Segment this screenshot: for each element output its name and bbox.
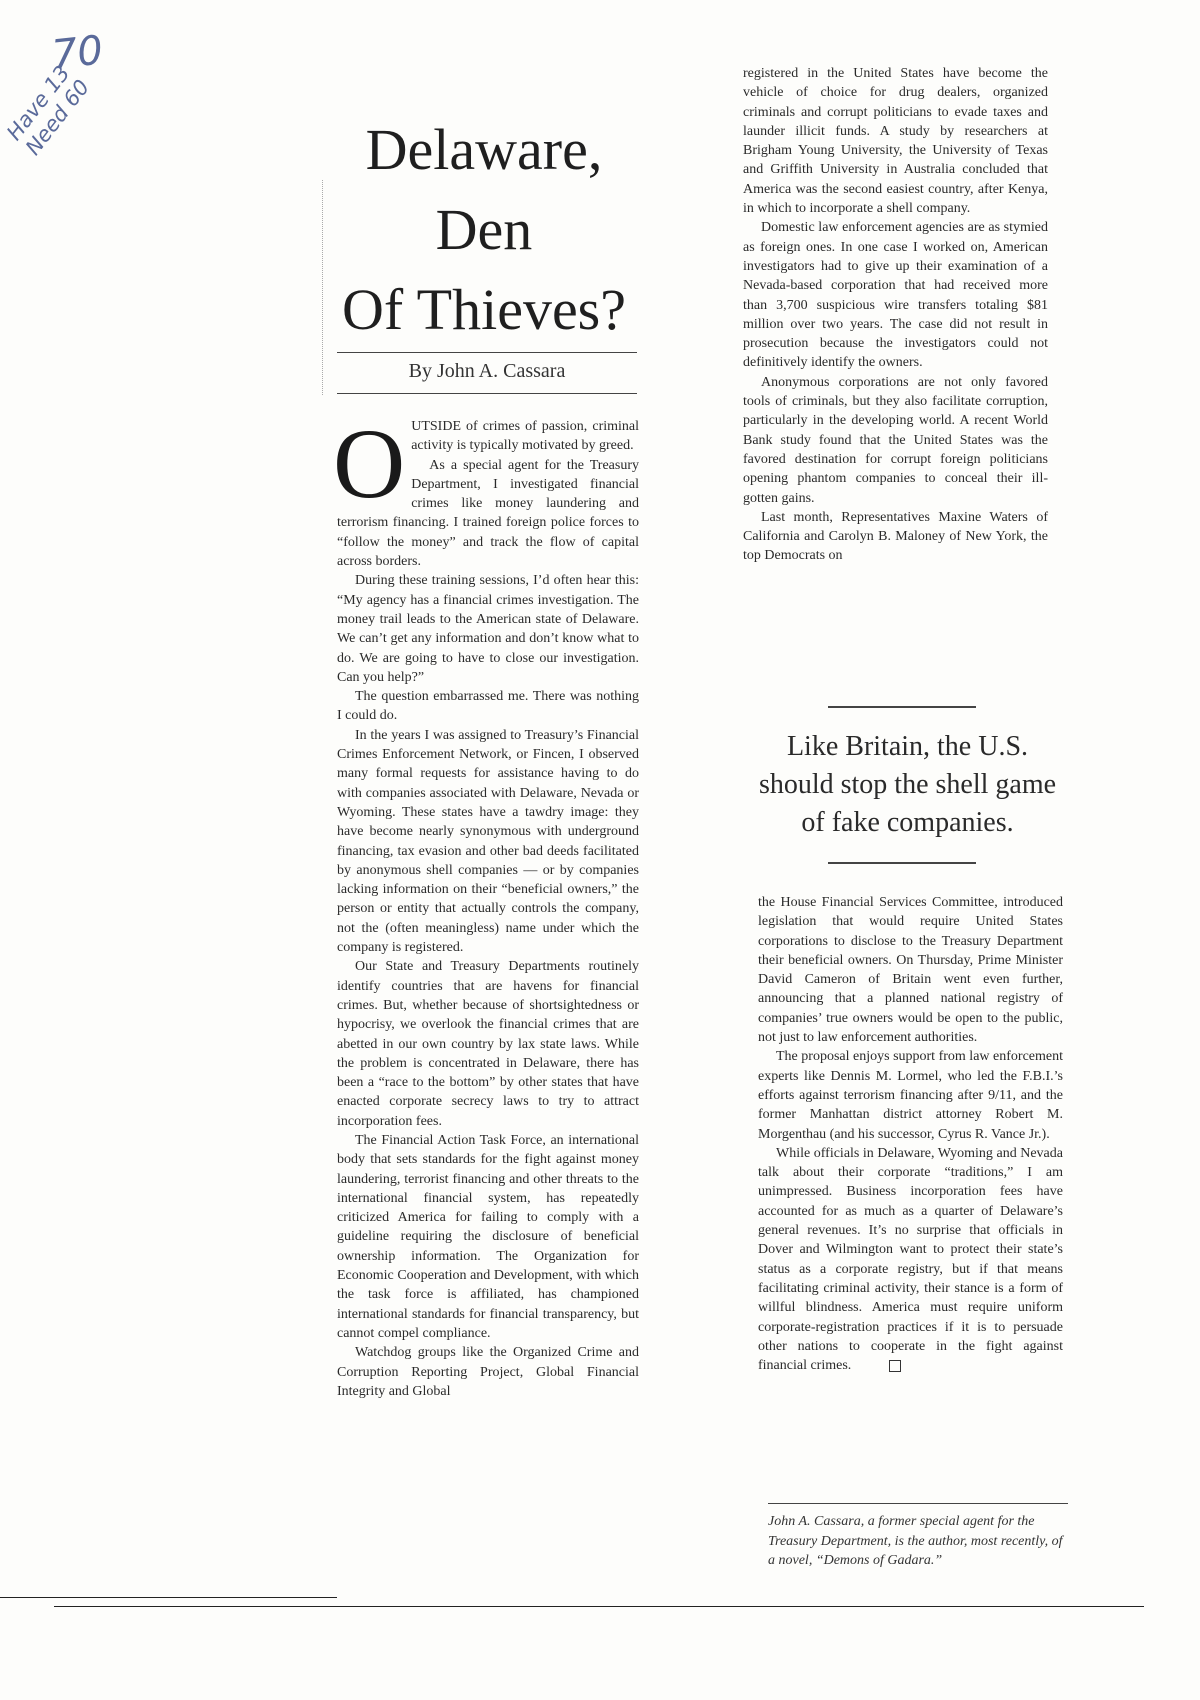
paragraph: During these training sessions, I’d often hear this: “My agency has a financial crimes investigation. The money trail leads to the American state of Delaware. We can’t get any information and don’t know what to do. We are going to have to close our investigation. Can you help?” [337, 573, 639, 685]
paragraph: Domestic law enforcement agencies are as stymied as foreign ones. In one case I worked on, American investigators had to give up their examination of a Nevada-based corporation that had received more than 3,700 suspicious wire transfers totaling $81 million over two years. The case did not result in prosecution because the investigators could not definitively identify the owners. [743, 220, 1048, 371]
end-mark-icon [889, 1360, 901, 1372]
scan-edge-line [0, 1597, 337, 1598]
paragraph: registered in the United States have become the vehicle of choice for drug dealers, organized criminals and corrupt politicians to evade taxes and launder illicit funds. A study by researchers at Brigham Young University, the University of Texas and Griffith University in Australia concluded that America was the second easiest country, after Kenya, in which to incorporate a shell company. [743, 66, 1048, 217]
paragraph: Our State and Treasury Departments routinely identify countries that are havens for financial crimes. But, whether because of shortsightedness or hypocrisy, we overlook the financial crimes that are abetted in our own country by lax state laws. While the problem is concentrated in Delaware, there has been a “race to the bottom” by other states that have enacted corporate secrecy laws to try to attract incorporation fees. [337, 959, 639, 1129]
article-column-1 [333, 408, 639, 1401]
article-column-3 [758, 893, 1063, 1375]
paragraph: Last month, Representatives Maxine Waters of California and Carolyn B. Maloney of New York, the top Democrats on [743, 509, 1048, 564]
headline-line-2: Den [435, 197, 533, 262]
pull-quote-rule-bottom [828, 862, 976, 864]
paragraph: the House Financial Services Committee, introduced legislation that would require United States corporations to disclose to the Treasury Department their beneficial owners. On Thursday, Prime Minister David Cameron of Britain went even further, announcing that a planned national registry of companies’ true owners would be open to the public, not just to law enforcement authorities. [758, 895, 1063, 1046]
paragraph: As a special agent for the Treasury Department, I investigated financial crimes like money laundering and terrorism financing. I trained foreign police forces to “follow the money” and track the flow of capital across borders. [337, 457, 639, 570]
drop-cap: O [333, 408, 406, 519]
byline-rule-top [337, 352, 637, 353]
paragraph: The proposal enjoys support from law enforcement experts like Dennis M. Lormel, who led the F.B.I.’s efforts against terrorism financing after 9/11, and the former Manhattan district attorney Robert M. Morgenthau (and his successor, Cyrus R. Vance Jr.). [758, 1049, 1063, 1142]
headline-line-1: Delaware, [365, 117, 603, 182]
bio-rule [768, 1503, 1068, 1504]
paragraph: In the years I was assigned to Treasury’s Financial Crimes Enforcement Network, or Fincen, I observed many formal requests for assistance having to do with companies associated with Delaware, Nevada or Wyoming. These states have a tawdry image: they have become nearly synonymous with underground financing, tax evasion and other bad deeds facilitated by anonymous shell companies — or by companies lacking information on their “beneficial owners,” the person or entity that actually controls the company, not the (often meaningless) name under which the company is registered. [337, 727, 639, 956]
headline-line-3: Of Thieves? [342, 277, 626, 342]
byline: By John A. Cassara [408, 360, 566, 382]
paragraph: The question embarrassed me. There was nothing I could do. [337, 689, 639, 724]
handwritten-page-number: 70 [49, 27, 106, 79]
handwritten-margin-note: Have 13 Need 60 [2, 61, 95, 160]
byline-rule-bottom [337, 393, 637, 394]
paragraph: The Financial Action Task Force, an international body that sets standards for the fight against money laundering, terrorist financing and other threats to the international financial system, has repeatedly criticized America for failing to comply with a guideline requiring the disclosure of beneficial ownership information. The Organization for Economic Cooperation and Development, with which the task force is affiliated, has championed international standards for financial transparency, but cannot compel compliance. [337, 1132, 639, 1341]
paragraph-text: UTSIDE of crimes of passion, criminal activity is typically motivated by greed. [411, 419, 639, 454]
article-headline [318, 110, 650, 350]
paragraph: Watchdog groups like the Organized Crime and Corruption Reporting Project, Global Financial Integrity and Global [337, 1345, 639, 1399]
pull-quote: Like Britain, the U.S. should stop the shell game of fake companies. [758, 731, 1057, 838]
article-column-2 [743, 64, 1048, 566]
paragraph: Anonymous corporations are not only favored tools of criminals, but they also facilitate corruption, particularly in the developing world. A recent World Bank study found that the United States was the favored destination for corrupt foreign politicians opening phantom companies to conceal their ill-gotten gains. [743, 374, 1048, 506]
pull-quote-rule-top [828, 706, 976, 708]
paragraph-text: While officials in Delaware, Wyoming and Nevada talk about their corporate “traditions,” I am unimpressed. Business incorporation fees have accounted for as much as a quarter of Delaware’s general revenues. It’s no surprise that officials in Dover and Wilmington want to protect their state’s status as a corporate registry, but if that means facilitating criminal activity, their stance is a form of willful blindness. America must require uniform corporate-registration practices if it is to persuade other nations to cooperate in the fight against financial crimes. [758, 1145, 1063, 1374]
page-bottom-line [54, 1606, 1144, 1607]
author-bio: John A. Cassara, a former special agent for the Treasury Department, is the author, most recently, of a novel, “Demons of Gadara.” [768, 1514, 1063, 1568]
paragraph [758, 1144, 1063, 1376]
